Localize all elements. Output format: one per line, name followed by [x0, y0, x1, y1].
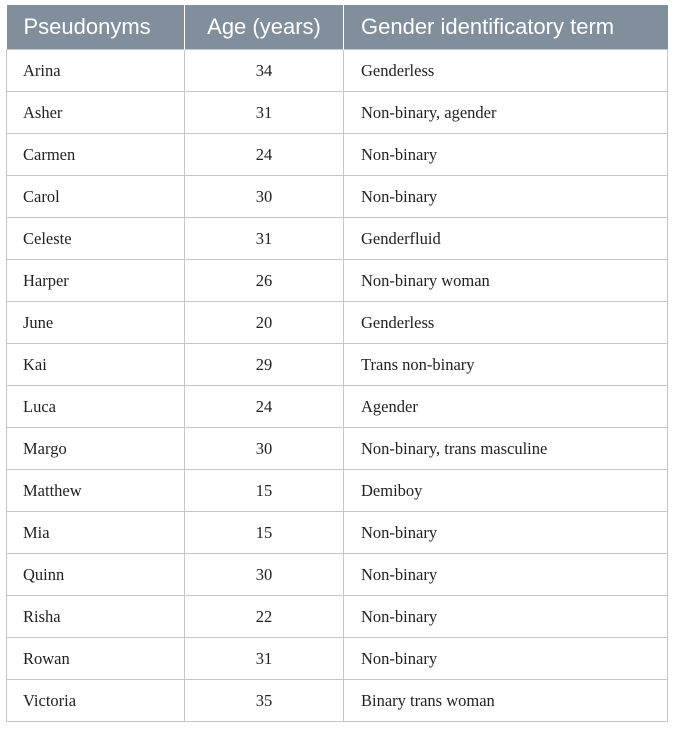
cell-pseudonym: Asher	[7, 92, 185, 134]
cell-gender-term: Agender	[344, 386, 668, 428]
cell-gender-term: Binary trans woman	[344, 680, 668, 722]
cell-gender-term: Genderfluid	[344, 218, 668, 260]
table-row	[7, 680, 668, 722]
cell-gender-term: Non-binary woman	[344, 260, 668, 302]
table-row	[7, 260, 668, 302]
cell-gender-term: Genderless	[344, 50, 668, 92]
cell-gender-term: Genderless	[344, 302, 668, 344]
cell-pseudonym: Harper	[7, 260, 185, 302]
cell-gender-term: Non-binary	[344, 554, 668, 596]
cell-pseudonym: Mia	[7, 512, 185, 554]
table-row	[7, 596, 668, 638]
table-row	[7, 554, 668, 596]
cell-age: 26	[185, 260, 344, 302]
cell-pseudonym: Quinn	[7, 554, 185, 596]
cell-gender-term: Non-binary, trans masculine	[344, 428, 668, 470]
table-row	[7, 92, 668, 134]
cell-age: 15	[185, 512, 344, 554]
table-row	[7, 470, 668, 512]
table-row	[7, 302, 668, 344]
cell-age: 31	[185, 638, 344, 680]
cell-gender-term: Non-binary, agender	[344, 92, 668, 134]
cell-age: 24	[185, 134, 344, 176]
cell-pseudonym: Rowan	[7, 638, 185, 680]
cell-pseudonym: Margo	[7, 428, 185, 470]
cell-age: 15	[185, 470, 344, 512]
header-age: Age (years)	[185, 5, 344, 50]
cell-age: 22	[185, 596, 344, 638]
cell-pseudonym: Victoria	[7, 680, 185, 722]
table-row	[7, 428, 668, 470]
cell-gender-term: Demiboy	[344, 470, 668, 512]
table-header	[7, 5, 668, 50]
cell-age: 29	[185, 344, 344, 386]
header-gender-term: Gender identificatory term	[344, 5, 668, 50]
cell-age: 24	[185, 386, 344, 428]
cell-pseudonym: Arina	[7, 50, 185, 92]
cell-gender-term: Non-binary	[344, 512, 668, 554]
header-row	[7, 5, 668, 50]
cell-age: 30	[185, 554, 344, 596]
cell-pseudonym: Celeste	[7, 218, 185, 260]
cell-gender-term: Non-binary	[344, 134, 668, 176]
table-row	[7, 344, 668, 386]
table-row	[7, 638, 668, 680]
table-body	[7, 50, 668, 722]
table-row	[7, 512, 668, 554]
cell-pseudonym: Kai	[7, 344, 185, 386]
cell-pseudonym: Matthew	[7, 470, 185, 512]
cell-gender-term: Non-binary	[344, 176, 668, 218]
cell-pseudonym: Risha	[7, 596, 185, 638]
cell-age: 30	[185, 176, 344, 218]
header-pseudonyms: Pseudonyms	[7, 5, 185, 50]
cell-age: 34	[185, 50, 344, 92]
cell-gender-term: Trans non-binary	[344, 344, 668, 386]
cell-age: 20	[185, 302, 344, 344]
table-row	[7, 218, 668, 260]
table-row	[7, 386, 668, 428]
table-row	[7, 176, 668, 218]
cell-pseudonym: June	[7, 302, 185, 344]
cell-age: 35	[185, 680, 344, 722]
cell-pseudonym: Carmen	[7, 134, 185, 176]
cell-age: 31	[185, 218, 344, 260]
cell-pseudonym: Luca	[7, 386, 185, 428]
participants-table	[6, 5, 668, 722]
table-row	[7, 50, 668, 92]
cell-age: 31	[185, 92, 344, 134]
cell-gender-term: Non-binary	[344, 638, 668, 680]
cell-gender-term: Non-binary	[344, 596, 668, 638]
cell-age: 30	[185, 428, 344, 470]
cell-pseudonym: Carol	[7, 176, 185, 218]
table-row	[7, 134, 668, 176]
